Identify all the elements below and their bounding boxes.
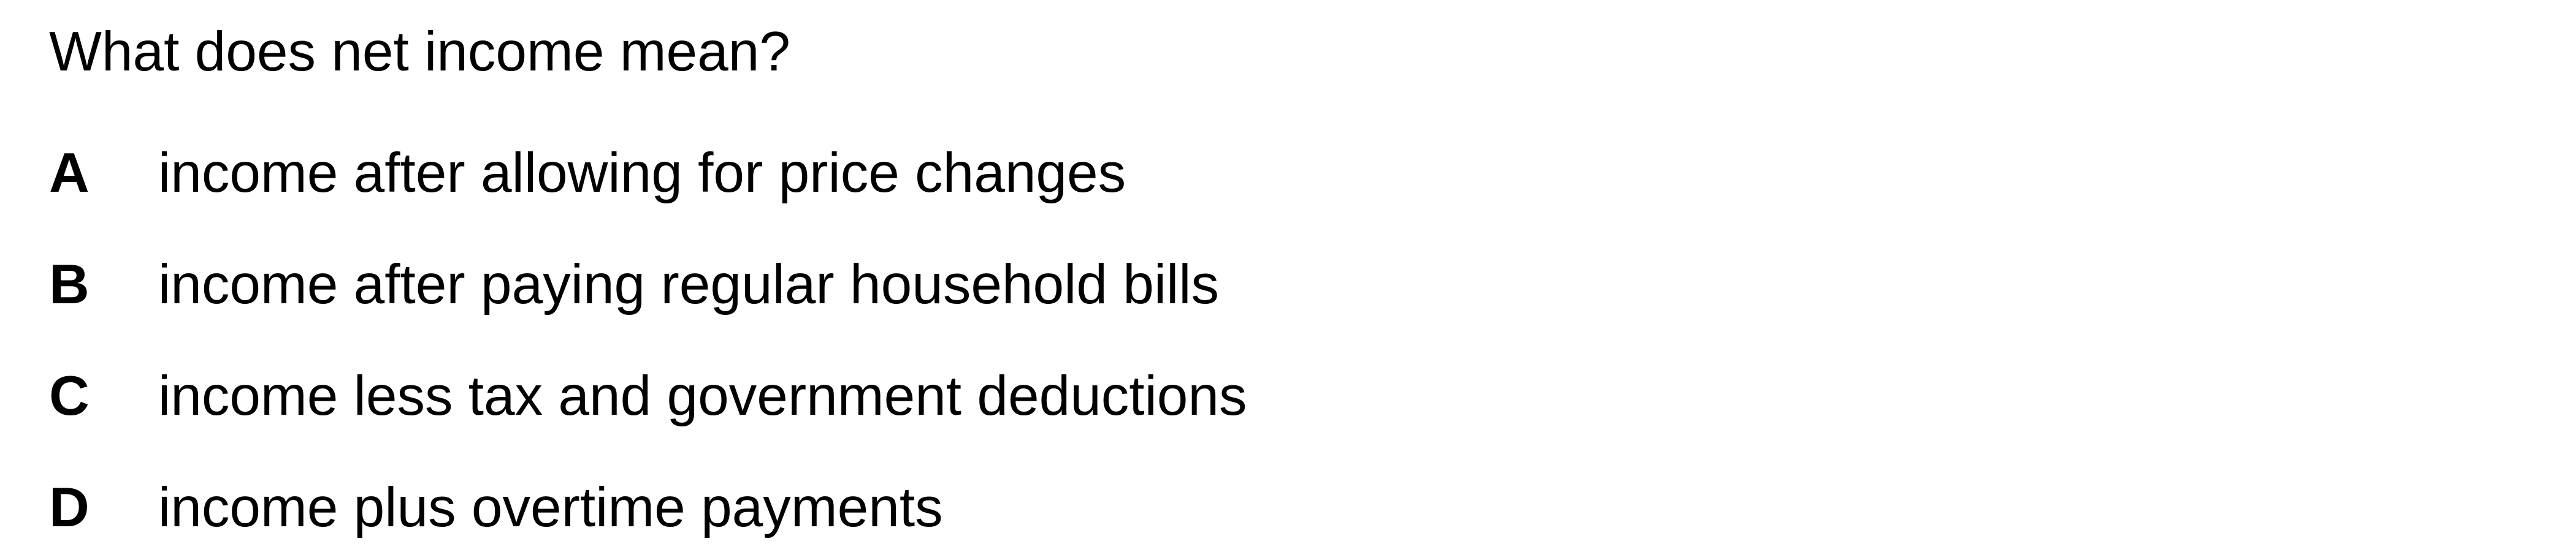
question-text: What does net income mean? — [49, 21, 790, 83]
option-letter: A — [49, 142, 90, 204]
option-text: income after allowing for price changes — [158, 142, 1126, 204]
option-letter: D — [49, 477, 90, 539]
option-letter: B — [49, 254, 90, 316]
option-text: income less tax and government deductions — [158, 365, 1247, 427]
option-text: income plus overtime payments — [158, 477, 943, 539]
option-letter: C — [49, 365, 90, 427]
option-text: income after paying regular household bills — [158, 254, 1220, 316]
